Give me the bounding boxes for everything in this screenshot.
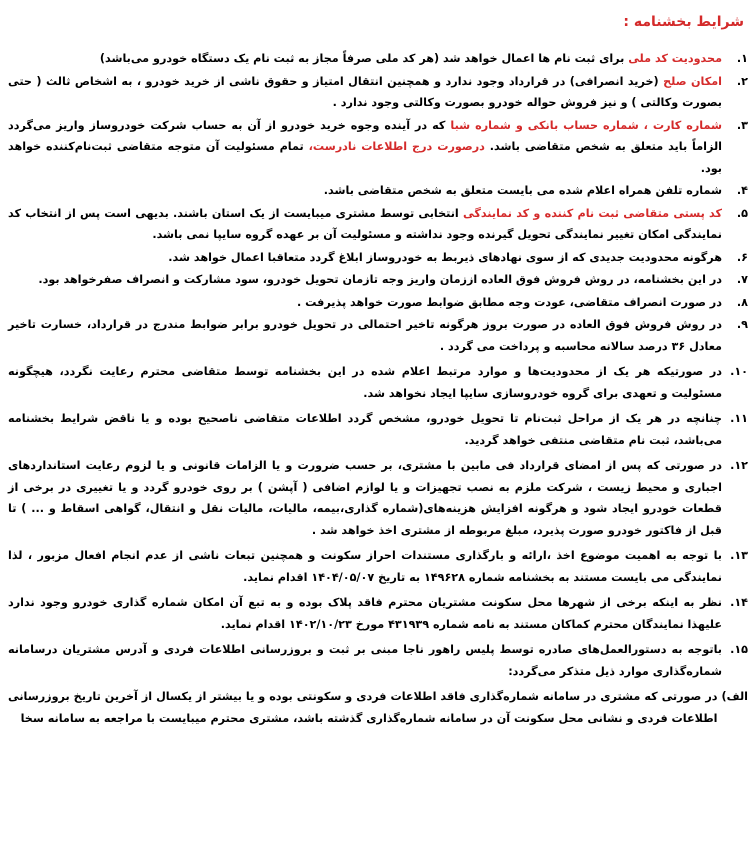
condition-number: ۳.: [736, 118, 748, 132]
highlighted-phrase: شماره کارت ، شماره حساب بانکی و شماره شبا: [450, 118, 722, 132]
highlighted-phrase: محدودیت کد ملی: [628, 52, 722, 65]
condition-number: ۸.: [736, 295, 748, 309]
condition-number: ۱۳.: [730, 549, 748, 562]
condition-text: [8, 314, 722, 357]
condition-number: ۱۱.: [730, 412, 748, 425]
condition-item: [8, 592, 748, 635]
condition-text-segment: انتخابی توسط مشتری میبایست از یک استان باشند. بدیهی است پس از انتخاب کد نمایندگی امکان تغییر نمایندگی تحویل گیرنده وجود نداشته و مسئولیت آن بر عهده گروه سایپا نمی باشد.: [8, 206, 722, 241]
condition-text-segment: شماره تلفن همراه اعلام شده می بایست متعلق به شخص متقاضی باشد.: [323, 184, 722, 197]
condition-number: ۵.: [736, 206, 748, 220]
condition-text-segment: با توجه به اهمیت موضوع اخذ ،ارائه و بارگذاری مستندات احراز سکونت و همچنین تبعات ناشی از عدم انجام افعال مزبور ، لذا نمایندگی می بایست مستند به بخشنامه شماره ۱۴۹۶۲۸ به تاریخ ۱۴۰۴/۰۵/۰۷ اقدام نماید.: [8, 549, 722, 584]
condition-text: [8, 408, 722, 451]
condition-text-segment: در صورت انصراف متقاضی، عودت وجه مطابق ضوابط صورت خواهد پذیرفت .: [297, 295, 722, 309]
condition-number: ۴.: [736, 184, 748, 197]
condition-text: [8, 269, 722, 291]
condition-item: [8, 48, 748, 70]
condition-item: [8, 115, 748, 180]
condition-text: [8, 115, 722, 180]
condition-text-segment: در صورتیکه هر یک از محدودیت‌ها و موارد مرتبط اعلام شده در این بخشنامه توسط متقاضی محترم رعایت نگردد، هیچگونه مسئولیت و تعهدی برای گروه خودروسازی سایپا ایجاد نخواهد شد.: [8, 365, 722, 400]
section-heading: شرایط بخشنامه :: [623, 14, 744, 30]
condition-number: ۹.: [736, 318, 748, 331]
condition-text-segment: در این بخشنامه، در روش فروش فوق العاده اززمان واریز وجه تازمان تحویل خودرو، سود مشارکت و انصراف صفرخواهد بود.: [38, 273, 722, 286]
condition-text-segment: هرگونه محدودیت جدیدی که از سوی نهادهای ذیربط به خودروساز ابلاغ گردد متعاقبا اعمال خواهد شد.: [168, 250, 722, 264]
condition-number: ۱.: [736, 52, 748, 65]
conditions-list: [8, 48, 748, 729]
condition-item: [8, 545, 748, 588]
highlighted-phrase: درصورت درج اطلاعات نادرست،: [308, 140, 485, 153]
condition-number: ۱۴.: [730, 596, 748, 609]
condition-text-segment: در روش فروش فوق العاده در صورت بروز هرگونه تاخیر احتمالی در تحویل خودرو برابر ضوابط مندرج در قرارداد، خسارت تاخیر معادل ۳۶ درصد سالانه محاسبه و پرداخت می گردد .: [8, 318, 722, 353]
condition-text-segment: که در آینده وجوه خرید خودرو از آن به حساب شرکت خودروساز واریز می‌گردد الزاماً باید متعلق به شخص متقاضی باشد.: [8, 118, 723, 153]
highlighted-phrase: کد پستی متقاضی ثبت نام کننده و کد نمایندگی: [463, 206, 722, 220]
condition-number: ۱۲.: [730, 459, 748, 472]
condition-item: [8, 247, 748, 269]
condition-text: [8, 247, 722, 269]
condition-text: [8, 686, 718, 729]
condition-number: ۶.: [736, 250, 748, 264]
condition-number: ۱۵.: [730, 643, 748, 656]
condition-item: [8, 203, 748, 246]
condition-text: [8, 361, 722, 404]
condition-text: [8, 48, 722, 70]
condition-item: [8, 314, 748, 357]
highlighted-phrase: امکان صلح: [663, 74, 722, 88]
condition-text: [8, 545, 722, 588]
condition-text: [8, 592, 722, 635]
condition-text-segment: (خرید انصرافی) در قرارداد وجود ندارد و همچنین انتقال امتیاز و حقوق ناشی از خرید خودرو ، به اشخاص ثالث ( حتی بصورت وکالتی ) و نیز فروش حواله خودرو بصورت وکالتی وجود ندارد .: [8, 74, 722, 109]
condition-item: [8, 292, 748, 314]
condition-item: [8, 269, 748, 291]
condition-number: ۷.: [736, 273, 748, 286]
condition-item: [8, 71, 748, 114]
condition-text-segment: در صورتی که پس از امضای قرارداد فی مابین با مشتری، بر حسب ضرورت و یا الزامات قانونی و یا لزوم رعایت استانداردهای اجباری و محیط زیست ، شرکت ملزم به نصب تجهیزات و یا لوازم اضافی ( آپشن ) بر روی خودرو گردد و یا تغییری در برخی از قطعات خودرو ایجاد شود و هرگونه افزایش هزینه‌های(شماره گذاری،بیمه، مالیات، مالیات نقل و انتقال، گواهی اسقاط و ... ) تا قبل از فاکتور خودرو صورت پذیرد، مبلغ مربوطه از مشتری اخذ خواهد شد .: [8, 459, 722, 537]
condition-text-segment: نظر به اینکه برخی از شهرها محل سکونت مشتریان محترم فاقد پلاک بوده و به تبع آن امکان شماره گذاری خودرو وجود ندارد علیهذا نمایندگان محترم کماکان مستند به نامه شماره ۴۳۱۹۳۹ مورخ ۱۴۰۲/۱۰/۲۳ اقدام نماید.: [8, 596, 722, 631]
condition-text: [8, 203, 722, 246]
condition-text: [8, 639, 722, 682]
condition-item: [8, 180, 748, 202]
condition-item: [8, 408, 748, 451]
condition-text: [8, 292, 722, 314]
condition-number: ۱۰.: [730, 365, 748, 378]
condition-item: [8, 686, 748, 729]
condition-text-segment: برای ثبت نام ها اعمال خواهد شد (هر کد ملی صرفاً مجاز به ثبت نام یک دستگاه خودرو می‌باشد): [99, 52, 629, 65]
condition-text: [8, 455, 722, 541]
condition-text-segment: تمام مسئولیت آن متوجه متقاضی ثبت‌نام‌کننده خواهد بود.: [8, 140, 722, 175]
condition-item: [8, 361, 748, 404]
condition-number: الف): [721, 690, 748, 703]
condition-text: [8, 180, 722, 202]
condition-text-segment: باتوجه به دستورالعمل‌های صادره توسط پلیس راهور ناجا مبنی بر ثبت و بروزرسانی اطلاعات فردی و آدرس مشتریان درسامانه شماره‌گذاری موارد ذیل متذکر می‌گردد:: [8, 643, 722, 678]
condition-number: ۲.: [736, 74, 748, 88]
condition-item: [8, 639, 748, 682]
condition-text-segment: در صورتی که مشتری در سامانه شماره‌گذاری فاقد اطلاعات فردی و سکونتی بوده و یا بیشتر از یکسال از آخرین تاریخ بروزرسانی اطلاعات فردی و نشانی محل سکونت آن در سامانه شماره‌گذاری گذشته باشد، مشتری محترم میبایست با مراجعه به سامانه سخا: [8, 690, 718, 725]
condition-item: [8, 455, 748, 541]
condition-text: [8, 71, 722, 114]
condition-text-segment: چنانچه در هر یک از مراحل ثبت‌نام تا تحویل خودرو، مشخص گردد اطلاعات متقاضی ناصحیح بوده و یا ناقض شرایط بخشنامه می‌باشد، ثبت نام متقاضی منتفی خواهد گردید.: [8, 412, 722, 447]
